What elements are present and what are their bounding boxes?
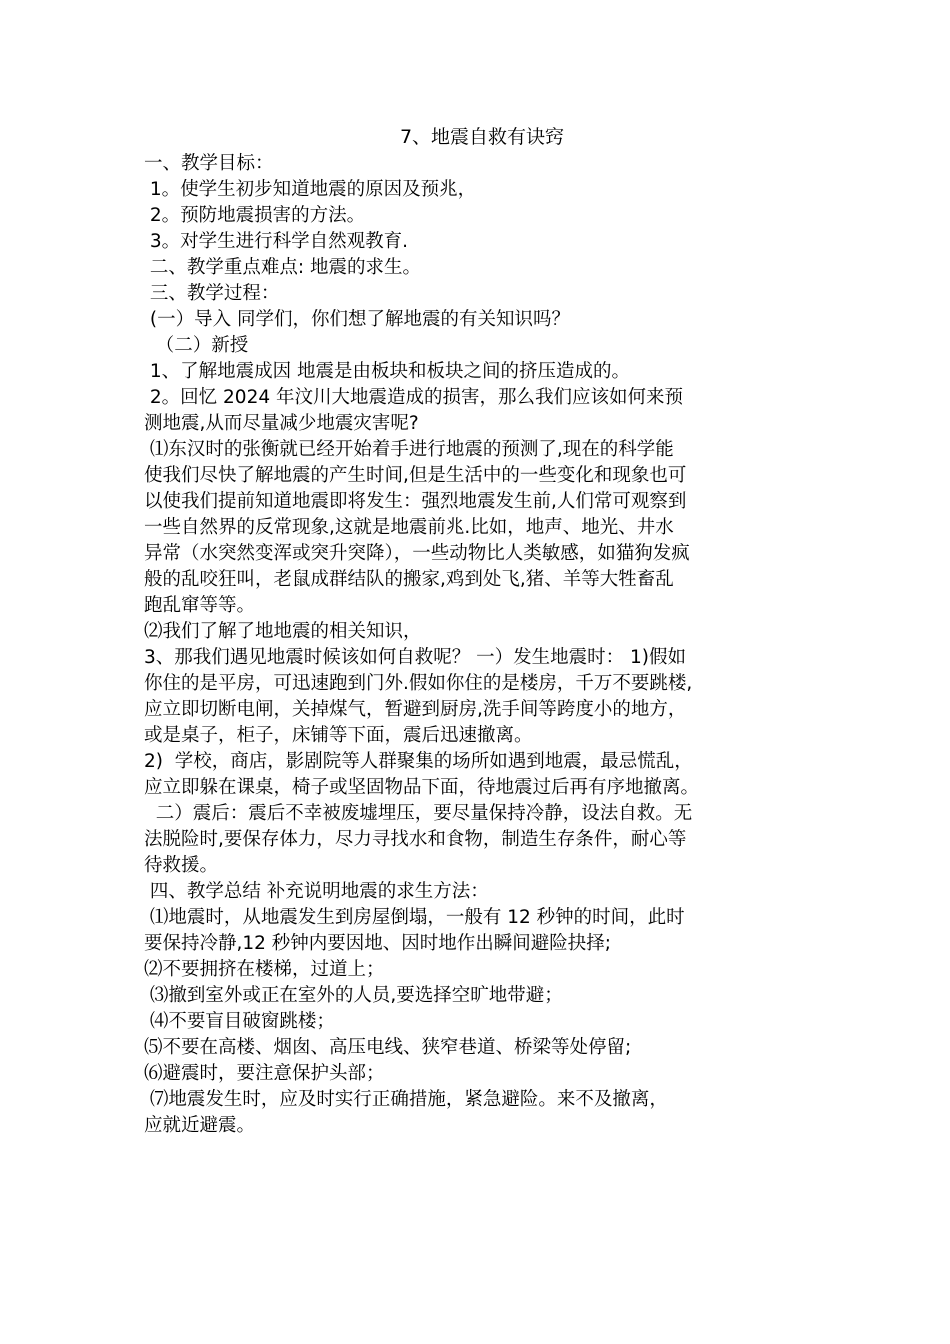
text-line: 要保持冷静,12 秒钟内要因地、因时地作出瞬间避险抉择;	[144, 933, 612, 954]
text-line: 测地震,从而尽量减少地震灾害呢?	[144, 413, 419, 434]
text-line: 三、教学过程：	[144, 283, 280, 304]
text-line: 2。回忆 2024 年汶川大地震造成的损害，那么我们应该如何来预	[144, 387, 683, 408]
text-line: ⑶撤到室外或正在室外的人员,要选择空旷地带避；	[144, 985, 563, 1006]
text-line: ⑴东汉时的张衡就已经开始着手进行地震的预测了,现在的科学能	[144, 439, 674, 460]
text-line: 1。使学生初步知道地震的原因及预兆，	[144, 179, 477, 200]
text-line: 以使我们提前知道地震即将发生：强烈地震发生前,人们常可观察到	[144, 491, 687, 512]
text-line: 应就近避震。	[144, 1115, 256, 1136]
document-page	[144, 124, 816, 1139]
text-line: 二、教学重点难点: 地震的求生。	[144, 257, 421, 278]
text-line: （二）新授	[144, 335, 249, 356]
text-line: 应立即躲在课桌，椅子或坚固物品下面，待地震过后再有序地撤离。	[144, 777, 700, 798]
text-line: 二）震后：震后不幸被废墟埋压，要尽量保持冷静，设法自救。无	[144, 803, 693, 824]
text-line: 应立即切断电闸，关掉煤气，暂避到厨房,洗手间等跨度小的地方，	[144, 699, 687, 720]
text-line: 法脱险时,要保存体力，尽力寻找水和食物，制造生存条件，耐心等	[144, 829, 687, 850]
text-line: ⑹避震时，要注意保护头部；	[144, 1063, 385, 1084]
document-title: 7、地震自救有诀窍	[399, 126, 565, 148]
text-line: 你住的是平房，可迅速跑到门外.假如你住的是楼房，千万不要跳楼,	[144, 673, 693, 694]
text-line: 3。对学生进行科学自然观教育.	[144, 231, 409, 252]
text-line: ⑷不要盲目破窗跳楼；	[144, 1011, 335, 1032]
document-body	[144, 151, 816, 1139]
text-line: ⑵不要拥挤在楼梯，过道上；	[144, 959, 385, 980]
text-line: 跑乱窜等等。	[144, 595, 256, 616]
text-line: 待救援。	[144, 855, 219, 876]
text-line: 1、了解地震成因 地震是由板块和板块之间的挤压造成的。	[144, 361, 631, 382]
text-line: 四、教学总结 补充说明地震的求生方法：	[144, 881, 489, 902]
text-line: ⑵我们了解了地地震的相关知识，	[144, 621, 422, 642]
text-line: 2) 学校，商店，影剧院等人群聚集的场所如遇到地震，最忌慌乱，	[144, 751, 693, 772]
text-line: ⑸不要在高楼、烟囱、高压电线、狭窄巷道、桥梁等处停留;	[144, 1037, 632, 1058]
text-line: 3、那我们遇见地震时候该如何自救呢？ 一）发生地震时： 1)假如	[144, 647, 687, 668]
text-line: 或是桌子，柜子，床铺等下面，震后迅速撤离。	[144, 725, 533, 746]
text-line: 异常（水突然变浑或突升突降），一些动物比人类敏感，如猫狗发疯	[144, 543, 690, 564]
text-line: 使我们尽快了解地震的产生时间,但是生活中的一些变化和现象也可	[144, 465, 687, 486]
text-line: 2。预防地震损害的方法。	[144, 205, 366, 226]
text-line: 一些自然界的反常现象,这就是地震前兆.比如，地声、地光、井水	[144, 517, 674, 538]
text-line: ⑴地震时，从地震发生到房屋倒塌，一般有 12 秒钟的时间，此时	[144, 907, 685, 928]
text-line: (一）导入 同学们，你们想了解地震的有关知识吗？	[144, 309, 570, 330]
text-line: 一、教学目标：	[144, 153, 274, 174]
text-line: 般的乱咬狂叫，老鼠成群结队的搬家,鸡到处飞,猪、羊等大牲畜乱	[144, 569, 674, 590]
text-line: ⑺地震发生时，应及时实行正确措施，紧急避险。来不及撤离，	[144, 1089, 668, 1110]
